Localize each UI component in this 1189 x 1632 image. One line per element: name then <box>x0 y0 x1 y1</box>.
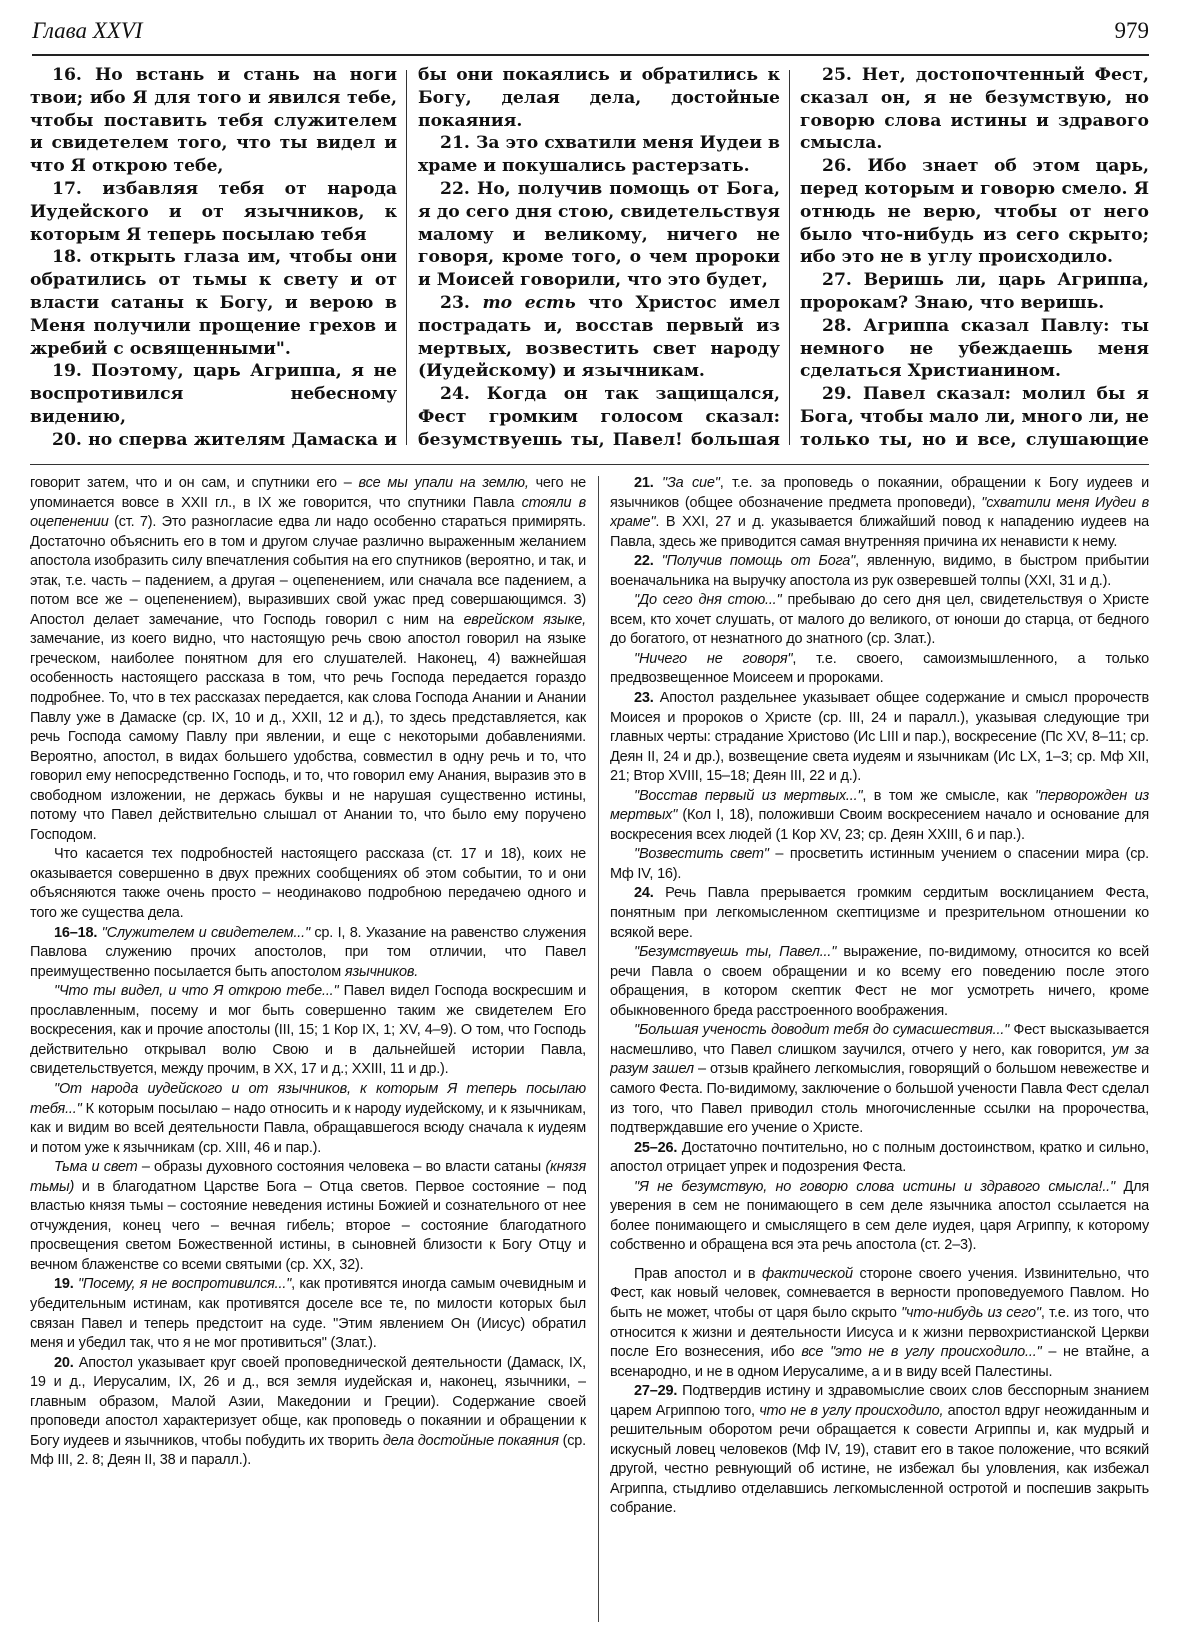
verse-reference: 25–26. <box>634 1139 682 1156</box>
quoted-phrase: "До сего дня стою..." <box>634 592 782 609</box>
verse-reference: 24. <box>634 885 666 902</box>
commentary-text: – просветить истинным учением о спасении мира (ср. Мф IV, 16). <box>610 846 1149 882</box>
column-divider <box>789 70 790 445</box>
quoted-phrase: дела достойные покаяния <box>382 1432 559 1449</box>
quoted-phrase: все мы упали на землю, <box>358 475 529 491</box>
column-divider <box>406 70 407 445</box>
commentary-text: чего не упоминается вовсе в XXII гл., в IX же говорится, что спутники Павла <box>30 475 586 511</box>
column-divider <box>598 476 599 1622</box>
commentary-paragraph <box>610 474 1149 552</box>
commentary-paragraph <box>30 1354 586 1471</box>
quoted-phrase: "что-нибудь из сего" <box>901 1304 1041 1321</box>
commentary-paragraph <box>610 552 1149 591</box>
verse <box>30 178 397 246</box>
quoted-phrase: "От народа иудейского и от язычников, к которым Я теперь посылаю тебя..." <box>30 1080 586 1117</box>
quoted-phrase: язычников. <box>344 963 419 980</box>
commentary-paragraph <box>610 884 1149 943</box>
verse <box>800 315 1149 383</box>
verses-column-2 <box>418 64 780 449</box>
verse <box>30 429 397 449</box>
quoted-phrase: "Посему, я не воспротивился..." <box>77 1276 292 1293</box>
verse-reference: 21. <box>634 475 663 491</box>
verse <box>418 383 780 449</box>
verse-reference: 23. <box>634 690 660 707</box>
verse-reference: 16–18. <box>54 924 102 941</box>
commentary-paragraph <box>610 787 1149 846</box>
verse-text: что Христос имел пострадать и, восстав первый из мертвых, возвестить свет народу (Иудейскому) и язычникам. <box>418 292 780 382</box>
commentary-text: Что касается тех подробностей настоящего рассказа (ст. 17 и 18), коих не оказывается совершенно в двух прежних сообщениях об этом событии, то и они объясняются также очень просто – неодинаково подробною передачею одного и того же существа дела. <box>30 846 586 922</box>
verse-text: 22. Но, получив помощь от Бога, я до сего дня стою, свидетельствуя малому и великому, ничего не говоря, кроме того, о чем пророки и Моисей говорили, что это будет, <box>418 178 780 291</box>
commentary-text: Достаточно почтительно, но с полным достоинством, кратко и сильно, апостол отрицает упрек и подозрения Феста. <box>610 1139 1149 1176</box>
commentary-paragraph <box>30 474 586 845</box>
commentary-text: и в благодатном Царстве Бога – Отца светов. Первое состояние – под властью князя тьмы – состояние неведения истины Божией и сознательного от нее отчуждения, конец чего – вечная гибель; второе – состояние благодатного просвещения светом Божественной истины, в сыновней близости к Богу Отцу и вечном блаженстве со всеми святыми (ср. XX, 32). <box>30 1178 586 1273</box>
quoted-phrase: "Возвестить свет" <box>634 846 769 863</box>
verse-emphasis: то есть <box>482 292 576 313</box>
verses-column-3 <box>800 64 1149 449</box>
verse-text: 26. Ибо знает об этом царь, перед которым и говорю смело. Я отнюдь не верю, чтобы от него было что-нибудь из сего скрыто; ибо это не в углу происходило. <box>800 156 1149 268</box>
verse-reference: 20. <box>54 1354 79 1371</box>
section-divider <box>30 464 1149 465</box>
quoted-phrase: "Я не безумствую, но говорю слова истины и здравого смысла!.." <box>634 1178 1115 1195</box>
quoted-phrase: Тьма и свет <box>54 1159 138 1176</box>
commentary-text: Апостол раздельнее указывает общее содержание и смысл пророчеств Моисея и пророков о Христе (ср. III, 24 и паралл.), указывая следующие три главных черты: страдание Христово (Ис LIII и пар.), воскресение (Пс XV, 8–11; ср. Деян II, 24 и др.), возвещение света иудеям и язычникам (Ис LX, 1–3; ср. Мф XII, 21; Втор XVIII, 15–18; Деян III, 22 и д.). <box>610 690 1149 785</box>
verse-text: 24. Когда он так защищался, Фест громким голосом сказал: безумствуешь ты, Павел! большая <box>418 384 780 449</box>
commentary-text: пребываю до сего дня цел, свидетельствуя о Христе всем, кто хочет слушать, от малого до великого, от юноши до старца, от бедного до богатого, от незнатного до знатного (ср. Злат.). <box>610 592 1149 648</box>
verse <box>418 292 780 383</box>
commentary-text: К которым посылаю – надо относить и к народу иудейскому, и к язычникам, как и видим во всей деятельности Павла, обращавшегося всюду сначала к иудеям и потом уже к язычникам (ср. XIII, 46 и пар.). <box>30 1100 586 1156</box>
commentary-paragraph <box>610 1382 1149 1519</box>
verse <box>418 132 780 178</box>
verse <box>418 64 780 132</box>
commentary-paragraph <box>30 1158 586 1275</box>
commentary-paragraph <box>610 650 1149 689</box>
verse-text: 21. За это схватили меня Иудеи в храме и покушались растерзать. <box>418 133 780 177</box>
commentary-text: , т.е. за проповедь о покаянии, обращении к Богу иудеев и язычников (общее обозначение предмета проповеди), <box>610 475 1149 511</box>
commentary-text: Апостол указывает круг своей проповеднической деятельности (Дамаск, IX, 19 и д., Иерусалим, IX, 26 и д., вся земля иудейская и, наконец, язычники, – главным образом, Малой Азии, Македонии и Греции). Содержание своей проповеди апостол характеризует обще, как проповедь о покаянии и обращении к Богу иудеев и язычников, чтобы побудить их творить <box>30 1354 586 1449</box>
quoted-phrase: что не в углу происходило, <box>759 1402 944 1419</box>
commentary-text: , явленную, видимо, в быстром прибытии военачальника на выручку апостола из рук озверевшей толпы (XXI, 31 и д.). <box>610 553 1149 589</box>
commentary-text: , как противятся иногда самым очевидным и убедительным истинам, как противятся доселе все те, по милости которых был связан Павел и теперь предстоит на суде. "Этим явлением Он (Иисус) обратил меня и убедил так, что я не мог противиться" (Злат.). <box>30 1276 586 1352</box>
verse-text: бы они покаялись и обратились к Богу, делая дела, достойные покаяния. <box>418 65 780 131</box>
commentary-text: – отзыв крайнего легкомыслия, говорящий о большом невежестве и самого Феста. По-видимому, заключение о большой учености Павла Фест сделал из того, что Павел приводил столь многочисленные ссылки на пророчества, подтверждавшие его учение о Христе. <box>610 1061 1149 1137</box>
verse-number: 23. <box>440 292 483 313</box>
quoted-phrase: "Ничего не говоря" <box>634 650 793 667</box>
commentary-text: . В XXI, 27 и д. указывается ближайший повод к нападению иудеев на Павла, здесь же приводится самая внутренняя причина их ненависти к нему. <box>610 514 1149 550</box>
commentary-paragraph <box>30 924 586 983</box>
commentary-text: , т.е. своего, самоизмышленного, а только предвозвещенное Моисеем и пророками. <box>610 650 1149 687</box>
verse <box>30 360 397 428</box>
quoted-phrase: "Получив помощь от Бога" <box>661 553 856 570</box>
commentary-paragraph <box>610 1021 1149 1138</box>
quoted-phrase: "Большая ученость доводит тебя до сумасшествия..." <box>634 1022 1010 1039</box>
commentary-paragraph <box>30 1080 586 1158</box>
commentary-text: Речь Павла прерывается громким сердитым восклицанием Феста, понятным при легкомысленном скептицизме и презрительном отношении ко всякой вере. <box>610 885 1149 941</box>
commentary-paragraph <box>610 1139 1149 1178</box>
commentary-text: (Кол I, 18), положивши Своим воскресением начало и основание для воскресения всех людей (1 Кор XV, 23; ср. Деян XXIII, 6 и пар.). <box>610 807 1149 843</box>
verse-text: 20. но сперва жителям Дамаска и <box>52 429 397 449</box>
commentary-text: Для уверения в сем не понимающего в сем деле язычника апостол ссылается на более понимающего и смыслящего в сем деле иудея, царя Агриппу, к которому собственно и обращена вся эта речь апостола (ст. 2–3). <box>610 1178 1149 1254</box>
commentary-text: , т.е. из того, что относится к жизни и деятельности Иисуса и к жизни первохристианской Церкви после Его вознесения, ибо <box>610 1304 1149 1361</box>
verse-text: 27. Веришь ли, царь Агриппа, пророкам? Знаю, что веришь. <box>800 270 1149 313</box>
commentary-text: Прав апостол и в <box>634 1265 763 1282</box>
verse-reference: 27–29. <box>634 1383 683 1400</box>
commentary-paragraph <box>610 1178 1149 1256</box>
verse <box>800 269 1149 315</box>
commentary-text: – не втайне, а всенародно, и не в одном Иерусалиме, а и в виду всей Палестины. <box>610 1344 1149 1380</box>
quoted-phrase: еврейском языке, <box>463 611 586 628</box>
chapter-title: Глава XXVI <box>32 18 143 43</box>
commentary-text: Подтвердив истину и здравомыслие своих слов бесспорным знанием царем Агриппою того, <box>610 1383 1149 1419</box>
quoted-phrase: все "это не в углу происходило..." <box>801 1344 1042 1361</box>
verse-text: 17. избавляя тебя от народа Иудейского и от язычников, к которым Я теперь посылаю тебя <box>30 178 397 245</box>
commentary-text: ср. I, 8. Указание на равенство служения Павлова служению прочих апостолов, при том отличии, что Павел преимущественно посылается быть апостолом <box>30 924 586 980</box>
quoted-phrase: "схватили меня Иудеи в храме" <box>610 494 1149 531</box>
commentary-text: (ст. 7). Это разногласие едва ли надо особенно стараться примирять. Достаточно объяснить его в том и другом случае различно выраженным желанием апостола изобразить силу впечатления события на его спутников (вероятно, и так, и этак, т.е. часть – падением, а другая – оцепенением, или сначала все падением, а потом все же – оцепенением), выразивших свой ужас пред совершающимся. 3) Апостол делает замечание, что Господь говорил с ним на <box>30 514 586 628</box>
commentary-paragraph <box>610 845 1149 884</box>
verse-text: 18. открыть глаза им, чтобы они обратились от тьмы к свету и от власти сатаны к Богу, и верою в Меня получили прощение грехов и жребий с освященными". <box>30 247 397 359</box>
commentary-text: выражение, по-видимому, относится ко всей речи Павла о своем обращении и ко всему его поведению после этого обращения, в котором скептик Фест не мог усмотреть ничего, кроме обыкновенного бреда расстроенного воображения. <box>610 944 1149 1019</box>
quoted-phrase: стояли в оцепенении <box>30 494 586 531</box>
quoted-phrase: "За сие" <box>662 475 720 491</box>
verse <box>30 64 397 178</box>
verse <box>800 155 1149 269</box>
verse-text: 19. Поэтому, царь Агриппа, я не воспротивился небесному видению, <box>30 361 397 427</box>
commentary-paragraph <box>610 591 1149 650</box>
commentary-paragraph <box>610 943 1149 1021</box>
commentary-paragraph <box>30 1275 586 1353</box>
verse <box>800 383 1149 449</box>
commentary-text: стороне своего учения. Извинительно, что Фест, как новый человек, сомневается в верности проповедуемого Павлом. Но быть не может, чтобы от царя было скрыто <box>610 1265 1149 1321</box>
quoted-phrase: "перворожден из мертвых" <box>610 787 1149 824</box>
quoted-phrase: ум за разум зашел <box>610 1041 1149 1078</box>
commentary-text: апостол вдруг неожиданным и решительным оборотом речи обращается к совести Агриппы и, как мудрый и искусный ловец человеков (Мф IV, 19), ставит его в такое положение, что всякий другой, честно ревнующий об истине, не избежал бы уловления, как избежал Агриппа, стыдливо отделавшись легкомысленной остротой и поспешив закрыть собрание. <box>610 1402 1149 1517</box>
verse-reference: 19. <box>54 1276 78 1293</box>
commentary-paragraph <box>610 1265 1149 1382</box>
commentary-text: Фест высказывается насмешливо, что Павел слишком заучился, отчего у него, как говорится, <box>610 1022 1149 1058</box>
commentary-text: , в том же смысле, как <box>862 787 1035 804</box>
verse <box>30 246 397 360</box>
verse-reference: 22. <box>634 553 662 570</box>
commentary-paragraph <box>610 689 1149 787</box>
verse <box>418 178 780 292</box>
commentary-text: – образы духовного состояния человека – во власти сатаны <box>137 1159 546 1176</box>
commentary-text: Павел видел Господа воскресшим и прославленным, посему и мог быть совершенно таким же свидетелем Его воскресения, как и прочие апостолы (III, 15; 1 Кор IX, 1; XV, 4–9). О том, что Господь действительно открывал волю Свою и в дальнейшей истории Павла, свидетельствуется, между прочим, в XX, 17 и д.; XXIII, 11 и др.). <box>30 983 586 1078</box>
running-header <box>32 18 1149 56</box>
verse-text: 28. Агриппа сказал Павлу: ты немного не убеждаешь меня сделаться Христианином. <box>800 315 1149 382</box>
quoted-phrase: фактической <box>762 1265 853 1282</box>
commentary-column-2 <box>610 474 1149 1624</box>
verse <box>800 64 1149 155</box>
commentary-text: замечание, из коего видно, что настоящую речь свою апостол говорил на языке греческом, наиболее понятном для его слушателей. Наконец, 4) важнейшая особенность настоящего рассказа в том, что речь Господа передается гораздо подробнее. То, что в тех рассказах передается, как слова Господа Анании и Анании Павлу уже в Дамаске (ср. IX, 10 и д., XXII, 12 и д.), то здесь представляется, как речь Господа самому Павлу при явлении, и еще с некоторыми добавлениями. Вероятно, апостол, в видах большего удобства, совместил в одну речь и то, что говорил ему непосредственно Господь, и то, что говорил ему Анания, выразив это в свободном изложении, не держась буквы и не нарушая существенно истины, потому что Павел действительно слышал от Анании то, что было ему поручено Господом. <box>30 631 586 843</box>
commentary-paragraph <box>30 982 586 1080</box>
verse-text: 16. Но встань и стань на ноги твои; ибо Я для того и явился тебе, чтобы поставить тебя служителем и свидетелем того, что ты видел и что Я открою тебе, <box>30 65 397 177</box>
verse-text: 25. Нет, достопочтенный Фест, сказал он, я не безумствую, но говорю слова истины и здравого смысла. <box>800 65 1149 154</box>
quoted-phrase: "Служителем и свидетелем..." <box>101 924 310 941</box>
quoted-phrase: "Восстав первый из мертвых..." <box>634 787 863 804</box>
quoted-phrase: (князя тьмы) <box>30 1159 586 1195</box>
verse-text: 29. Павел сказал: молил бы я Бога, чтобы мало ли, много ли, не только ты, но и все, слушающие <box>800 384 1149 449</box>
quoted-phrase: "Безумствуешь ты, Павел..." <box>634 944 837 961</box>
verses-column-1 <box>30 64 397 449</box>
commentary-paragraph <box>30 845 586 923</box>
quoted-phrase: "Что ты видел, и что Я открою тебе..." <box>54 983 339 1000</box>
commentary-text: говорит затем, что и он сам, и спутники его – <box>30 475 359 491</box>
commentary-column-1 <box>30 474 586 1624</box>
page-number: 979 <box>1114 18 1149 43</box>
commentary-text: (ср. Мф III, 2. 8; Деян II, 38 и паралл.). <box>30 1432 586 1469</box>
